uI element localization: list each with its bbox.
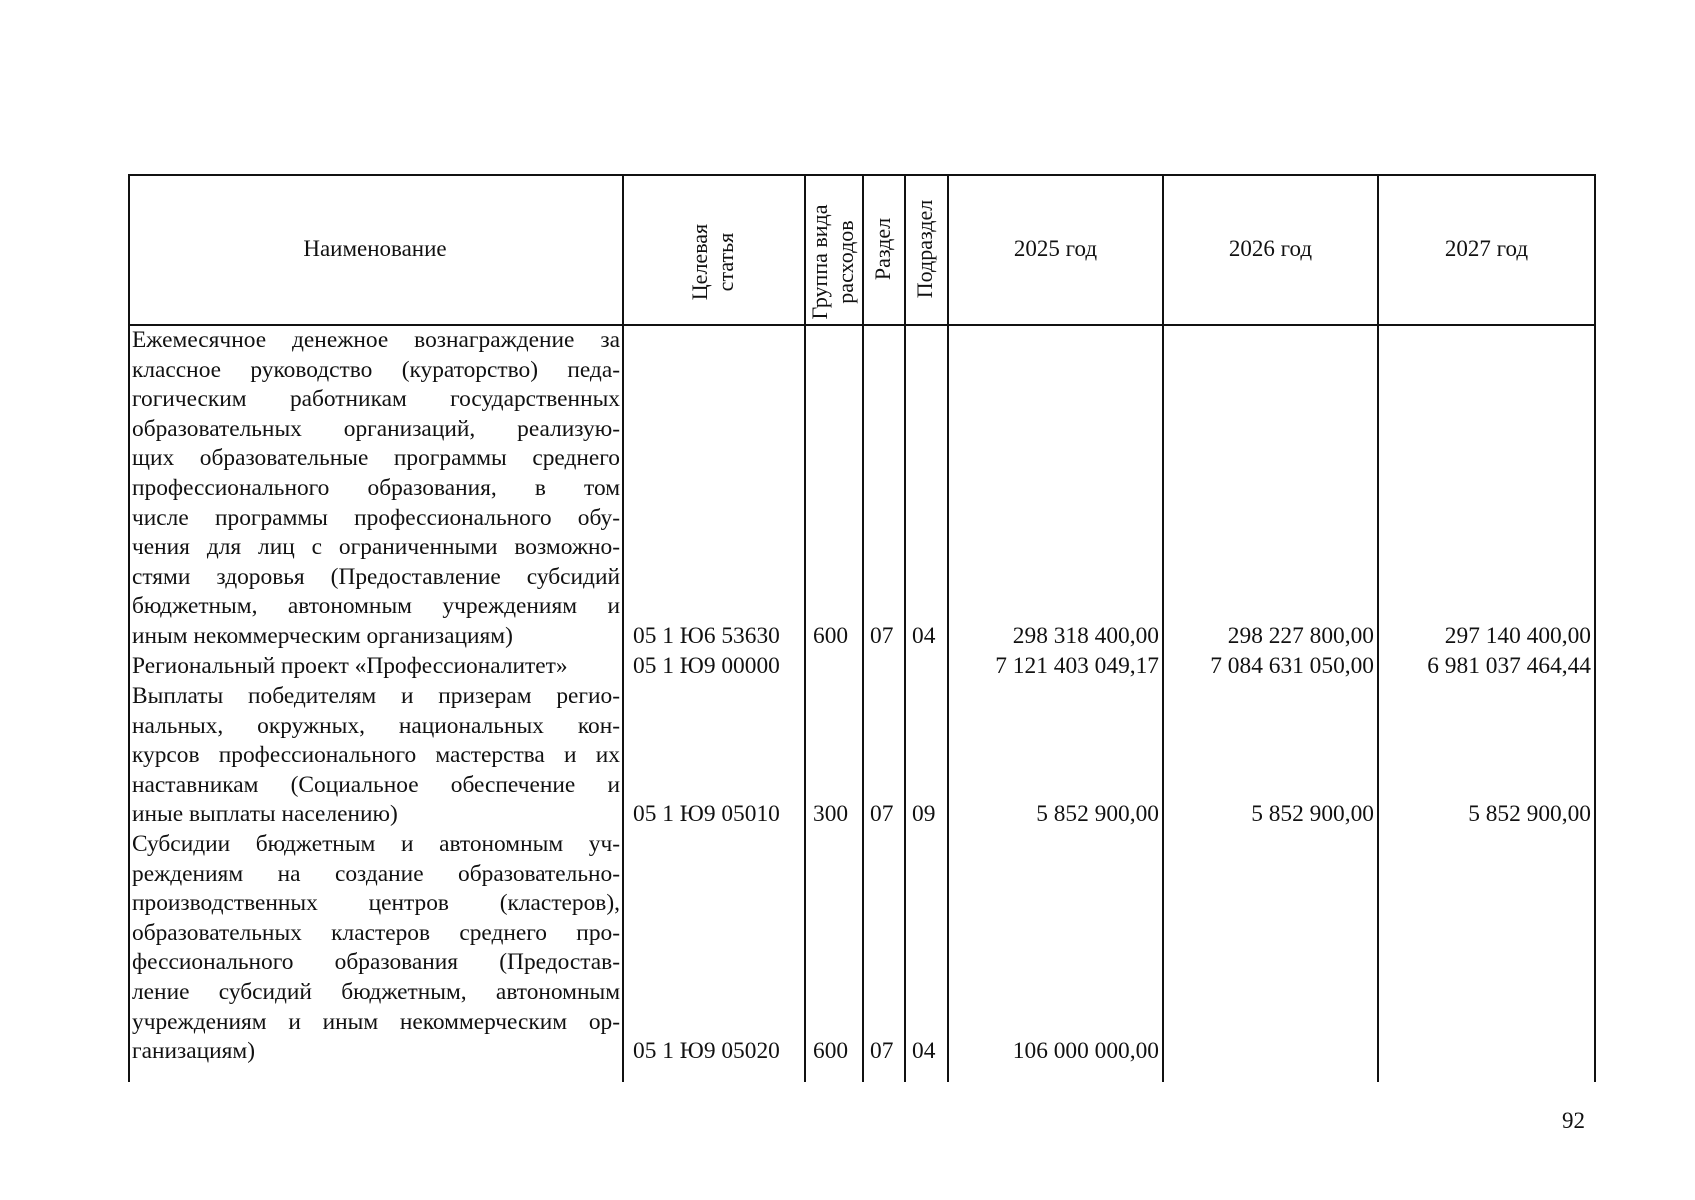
row-1-name-line: Ежемесячное денежное вознаграждение за: [132, 327, 620, 353]
header-subsection: Подраздел: [912, 199, 937, 299]
row-1-section: 07: [870, 623, 894, 649]
row-3-group: 300: [813, 801, 849, 827]
row-3-name: [132, 682, 620, 830]
header-year-2027: 2027 год: [1444, 236, 1529, 261]
col-divider-code: [622, 175, 624, 1082]
row-1-2027: 297 140 400,00: [1444, 623, 1591, 649]
row-3-code: 05 1 Ю9 05010: [633, 801, 780, 827]
row-3-2027: 5 852 900,00: [1468, 801, 1591, 827]
header-year-2025: 2025 год: [1013, 236, 1098, 261]
row-3-name-line: нальных, окружных, национальных кон-: [132, 712, 620, 739]
row-4-name-line: фессионального образования (Предостав-: [132, 949, 620, 976]
row-4-section: 07: [870, 1038, 894, 1064]
row-2-name-line: Региональный проект «Профессионалитет»: [132, 653, 568, 679]
row-3-subsection: 09: [912, 801, 936, 827]
row-2-2025: 7 121 403 049,17: [995, 653, 1159, 679]
col-divider-section: [862, 175, 864, 1082]
row-1-name-line: иным некоммерческим организациям): [132, 622, 513, 649]
col-divider-subsection: [904, 175, 906, 1082]
header-target-article-line1: Целевая: [687, 223, 712, 301]
row-1-name-line: стями здоровья (Предоставление субсидий: [132, 563, 620, 590]
col-divider-group: [804, 175, 806, 1082]
header-expense-group-line2: расходов: [833, 220, 858, 304]
row-1-subsection: 04: [912, 623, 936, 649]
row-1-name-line: бюджетным, автономным учреждениям и: [132, 593, 620, 620]
row-4-name-line: образовательных кластеров среднего про-: [132, 919, 620, 946]
row-4-name-line: ление субсидий бюджетным, автономным: [132, 978, 620, 1005]
header-section: Раздел: [870, 217, 895, 281]
row-1-code: 05 1 Ю6 53630: [633, 623, 780, 649]
row-1-name-line: чения для лиц с ограниченными возможно-: [132, 534, 620, 561]
row-3-name-line: курсов профессионального мастерства и их: [132, 742, 620, 769]
row-1-2026: 298 227 800,00: [1227, 623, 1374, 649]
row-4-name-line: реждениям на создание образовательно-: [132, 860, 620, 887]
page-number: 92: [1562, 1108, 1585, 1133]
row-4-name-line: производственных центров (кластеров),: [132, 890, 620, 917]
row-2-name: [132, 652, 620, 682]
row-1-name-line: щих образовательные программы среднего: [132, 445, 620, 472]
row-1-name-line: профессионального образования, в том: [132, 474, 620, 501]
table-right-border: [1594, 175, 1596, 1082]
row-2-code: 05 1 Ю9 00000: [633, 653, 780, 679]
row-2-2027: 6 981 037 464,44: [1427, 653, 1591, 679]
row-3-2025: 5 852 900,00: [1036, 801, 1159, 827]
row-4-code: 05 1 Ю9 05020: [633, 1038, 780, 1064]
row-1-name: [132, 326, 620, 652]
header-year-2026: 2026 год: [1228, 236, 1313, 261]
row-1-2025: 298 318 400,00: [1012, 623, 1159, 649]
header-expense-group-line1: Группа вида: [807, 204, 832, 320]
row-4-name-line: ганизациям): [132, 1038, 256, 1065]
table-left-border: [128, 175, 130, 1082]
header-target-article: [687, 192, 739, 332]
header-name: Наименование: [303, 236, 447, 261]
row-4-name: [132, 830, 620, 1067]
row-3-2026: 5 852 900,00: [1251, 801, 1374, 827]
row-4-name-line: учреждениям и иным некоммерческим ор-: [132, 1008, 620, 1035]
header-target-article-line2: статья: [713, 232, 738, 292]
row-1-name-line: образовательных организаций, реализую-: [132, 415, 620, 442]
row-3-name-line: наставникам (Социальное обеспечение и: [132, 771, 620, 798]
header-expense-group: [807, 192, 859, 332]
row-4-subsection: 04: [912, 1038, 936, 1064]
row-3-name-line: Выплаты победителям и призерам регио-: [132, 683, 620, 709]
row-4-name-line: Субсидии бюджетным и автономным уч-: [132, 831, 620, 857]
row-4-2025: 106 000 000,00: [1012, 1038, 1159, 1064]
row-3-name-line: иные выплаты населению): [132, 801, 398, 828]
row-4-group: 600: [813, 1038, 849, 1064]
row-3-section: 07: [870, 801, 894, 827]
row-1-name-line: числе программы профессионального обу-: [132, 504, 620, 531]
row-1-name-line: классное руководство (кураторство) педа-: [132, 356, 620, 383]
row-1-name-line: гогическим работникам государственных: [132, 386, 620, 413]
row-2-2026: 7 084 631 050,00: [1210, 653, 1374, 679]
row-1-group: 600: [813, 623, 849, 649]
